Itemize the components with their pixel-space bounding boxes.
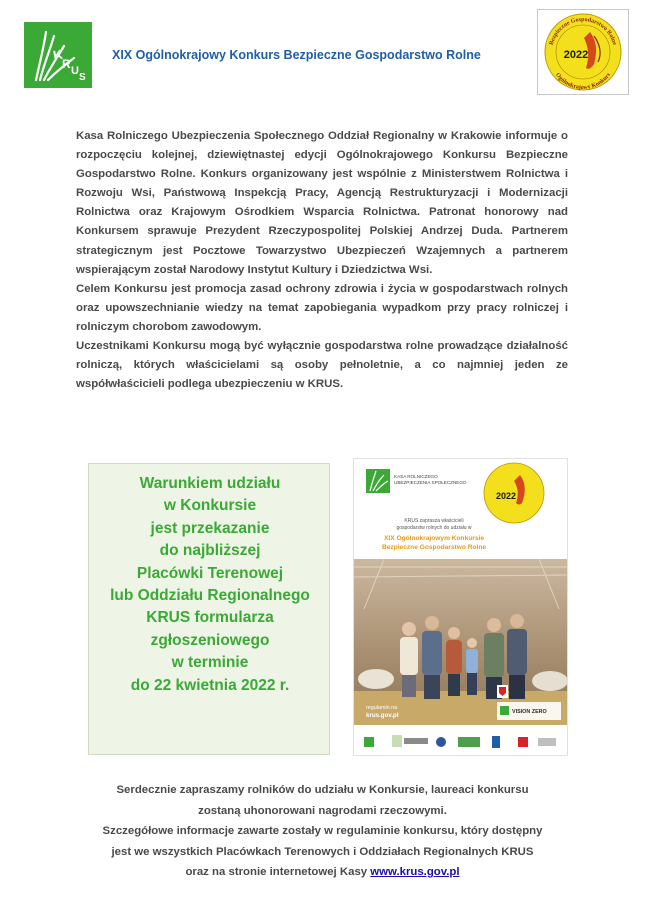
poster-title-line2: Bezpieczne Gospodarstwo Rolne (381, 544, 487, 551)
svg-text:S: S (79, 72, 86, 83)
svg-text:K: K (51, 46, 64, 63)
poster-sponsor-logos (354, 725, 568, 756)
footer-text (60, 780, 585, 883)
contest-poster (353, 458, 568, 756)
intro-paragraph-2: Celem Konkursu jest promocja zasad ochrony zdrowia i życia w gospodarstwach rolnych oraz upowszechnianie wiedzy na temat zapobiegania wypadkom przy pracy rolniczej i rolniczym chorobom zawodowym. (76, 282, 568, 333)
poster-regulamin-line2: krus.gov.pl (366, 712, 399, 719)
condition-line: w Konkursie (163, 497, 257, 515)
badge-top-text: Bezpieczne Gospodarstwo Rolne (548, 16, 618, 46)
poster-badge-year: 2022 (495, 491, 517, 501)
condition-line: Placówki Terenowej (136, 564, 284, 582)
poster-regulamin-line1: regulamin na (366, 705, 398, 711)
footer-line: jest we wszystkich Placówkach Terenowych i Oddziałach Regionalnych KRUS (111, 845, 534, 858)
footer-line: Serdecznie zapraszamy rolników do udziału w Konkursie, laureaci konkursu (116, 784, 529, 796)
krus-logo-icon (24, 22, 92, 88)
participation-condition-box (88, 463, 330, 755)
condition-line: Warunkiem udziału (139, 475, 281, 492)
footer-line: zostaną uhonorowani nagrodami rzeczowymi. (198, 804, 447, 817)
badge-year: 2022 (563, 49, 589, 61)
condition-line: lub Oddziału Regionalnego (110, 587, 310, 605)
poster-vision-zero-logo (497, 702, 561, 720)
participation-condition-text (89, 473, 331, 697)
footer-line-prefix: oraz na stronie internetowej Kasy (185, 866, 371, 878)
poster-invite-line2: gospodarstw rolnych do udziału w (396, 525, 472, 531)
footer-line-with-link (60, 862, 585, 883)
condition-line: do 22 kwietnia 2022 r. (130, 676, 290, 694)
condition-line: do najbliższej (159, 542, 261, 560)
poster-krus-logo-icon (366, 469, 390, 493)
intro-paragraph-1: Kasa Rolniczego Ubezpieczenia Społecznego Oddział Regionalny w Krakowie informuje o rozpoczęciu kolejnej, dziewiętnastej edycji Ogólnokrajowego Konkursu Bezpieczne Gospodarstwo Rolne. Konkurs organizowany jest wspólnie z Ministerstwem Rolnictwa i Rozwoju Wsi, Państwową Inspekcją Pracy, Agencją Restrukturyzacji i Modernizacji Rolnictwa oraz Krajowym Ośrodkiem Wsparcia Rolnictwa. Patronat honorowy nad Konkursem sprawuje Prezydent Rzeczypospolitej Polskiej Andrzej Duda. Partnerem strategicznym jest Pocztowe Towarzystwo Ubezpieczeń Wzajemnych a partnerem wspierającym został Narodowy Instytut Kultury i Dziedzictwa Wsi. (76, 130, 568, 276)
condition-line: jest przekazanie (150, 519, 270, 537)
page-header (0, 0, 645, 105)
intro-paragraph-3: Uczestnikami Konkursu mogą być wyłącznie gospodarstwa rolne prowadzące działalność rolniczą, których właścicielami są osoby pełnoletnie, a co najmniej jeden ze współwłaścicieli podlega ubezpieczeniu w KRUS. (76, 340, 568, 391)
krus-website-link[interactable]: www.krus.gov.pl (370, 866, 460, 878)
poster-title-line1: XIX Ogólnokrajowym Konkursie (383, 535, 485, 542)
condition-line: w terminie (171, 654, 249, 672)
poster-org-line1: KASA ROLNICZEGO (394, 474, 438, 479)
badge-bottom-text: Ogólnokrajowy Konkurs (554, 72, 612, 92)
svg-text:U: U (71, 65, 79, 77)
condition-line: KRUS formularza (146, 609, 274, 627)
contest-badge-icon (537, 9, 629, 95)
farm-family-photo (354, 559, 568, 725)
condition-line: zgłoszeniowego (150, 631, 270, 649)
svg-text:R: R (62, 57, 71, 71)
intro-text (76, 127, 568, 394)
poster-vision-zero: VISION ZERO (512, 709, 547, 715)
poster-org-line2: UBEZPIECZENIA SPOŁECZNEGO (394, 480, 467, 485)
footer-line: Szczegółowe informacje zawarte zostały w regulaminie konkursu, który dostępny (102, 825, 543, 837)
poster-badge-icon (484, 463, 544, 523)
page-title: XIX Ogólnokrajowy Konkurs Bezpieczne Gospodarstwo Rolne (112, 48, 481, 62)
poster-partner-emblem-icon (497, 685, 508, 698)
poster-invite-line1: KRUS zaprasza właścicieli (404, 518, 464, 524)
